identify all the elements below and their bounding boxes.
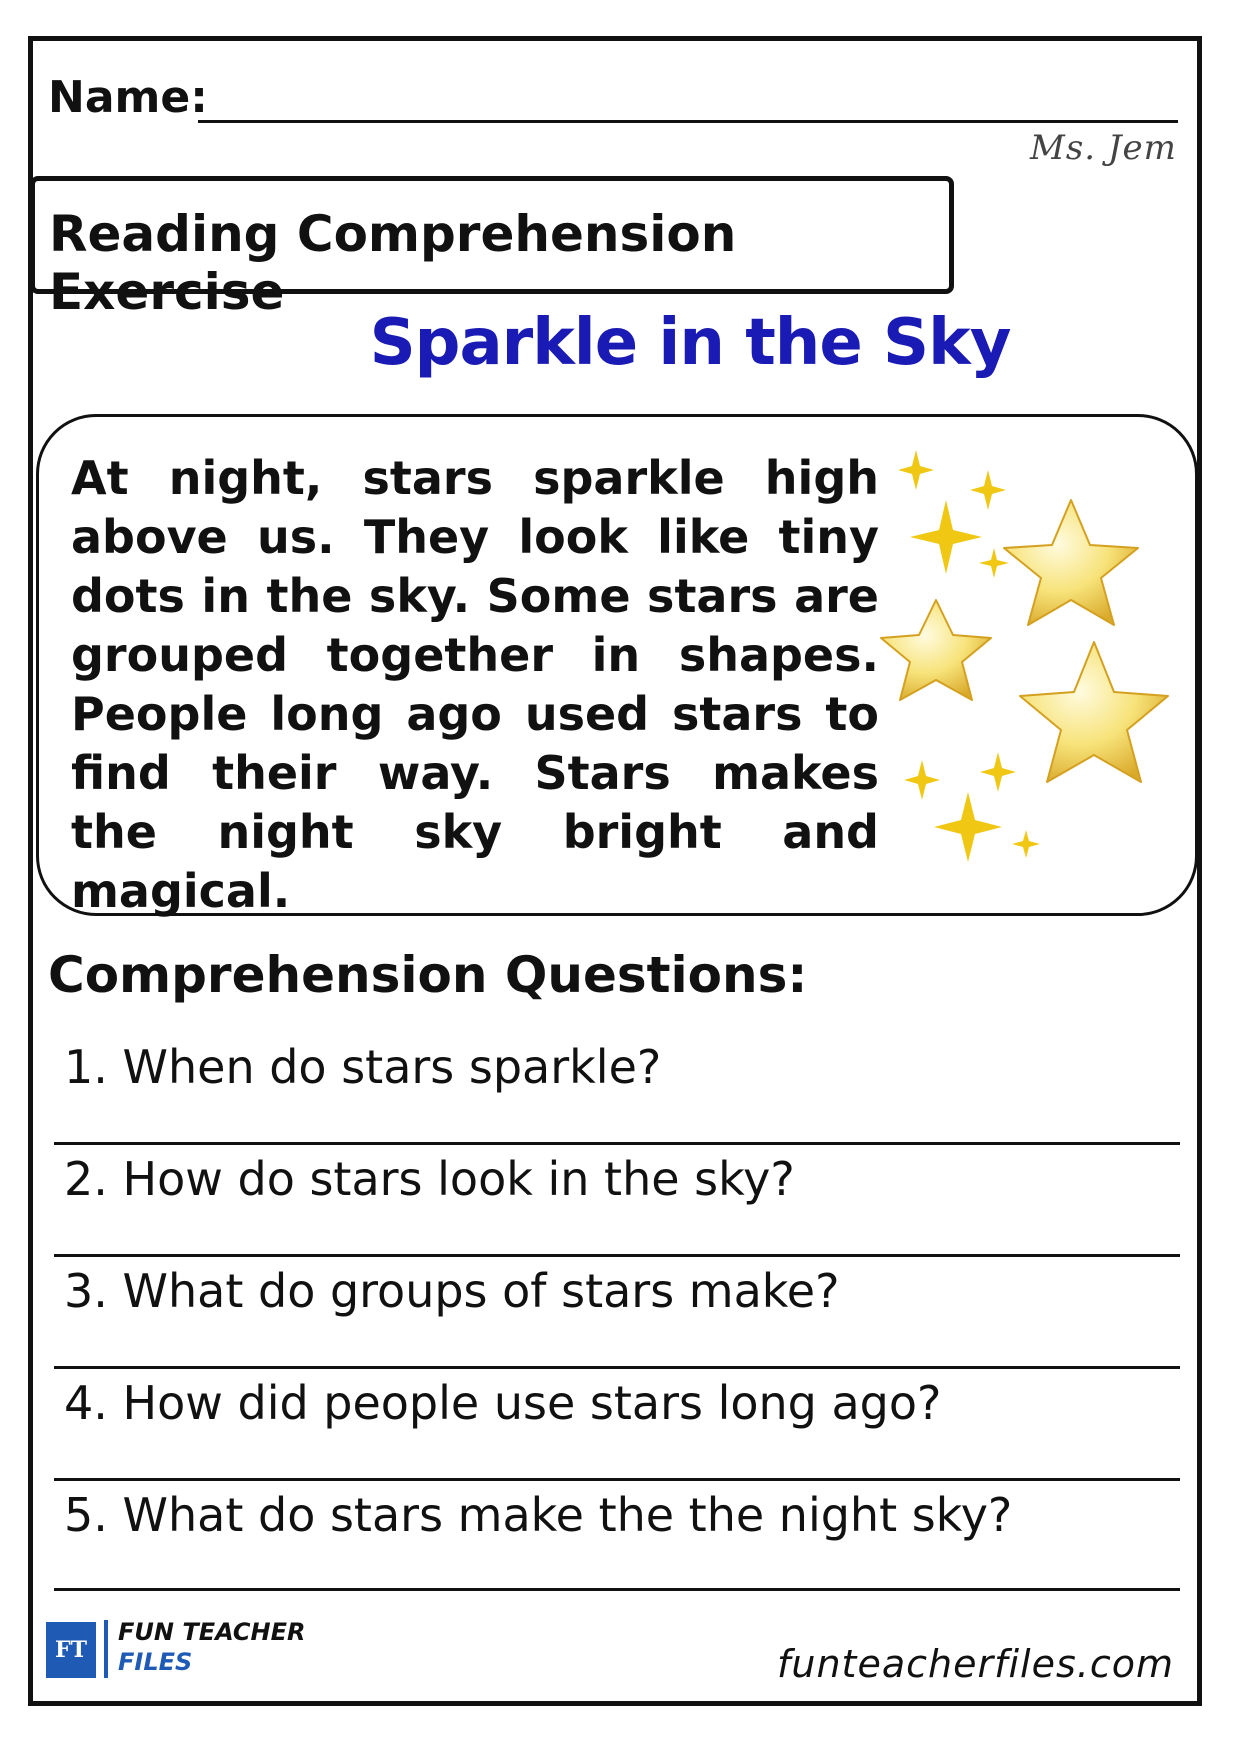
sparkle-icon bbox=[904, 760, 940, 800]
sparkle-icon bbox=[934, 792, 1002, 862]
question-3: 3. What do groups of stars make? bbox=[64, 1264, 840, 1318]
name-label: Name: bbox=[48, 72, 208, 123]
passage-text: At night, stars sparkle high above us. They look like tiny dots in the sky. Some stars are grouped together in shapes. People long ago used stars to find their way. Stars makes the night sky bright and magical. bbox=[71, 451, 879, 918]
signature: Ms. Jem bbox=[1030, 128, 1177, 168]
questions-heading: Comprehension Questions: bbox=[48, 946, 808, 1004]
answer-line-5[interactable] bbox=[54, 1588, 1180, 1591]
sparkle-icon bbox=[898, 450, 934, 490]
logo-text-line2: FILES bbox=[118, 1648, 193, 1676]
answer-line-3[interactable] bbox=[54, 1366, 1180, 1369]
story-title: Sparkle in the Sky bbox=[369, 306, 1011, 380]
logo-badge: FT bbox=[46, 1622, 96, 1678]
sparkle-icon bbox=[980, 752, 1016, 792]
question-4: 4. How did people use stars long ago? bbox=[64, 1376, 942, 1430]
fun-teacher-files-logo bbox=[46, 1618, 346, 1680]
exercise-title: Reading Comprehension Exercise bbox=[49, 205, 737, 321]
logo-divider bbox=[104, 1620, 108, 1678]
name-row bbox=[48, 72, 1178, 132]
sparkle-icon bbox=[979, 548, 1009, 578]
question-2: 2. How do stars look in the sky? bbox=[64, 1152, 795, 1206]
answer-line-4[interactable] bbox=[54, 1478, 1180, 1481]
star-icon bbox=[1004, 500, 1138, 625]
question-1: 1. When do stars sparkle? bbox=[64, 1040, 662, 1094]
answer-line-2[interactable] bbox=[54, 1254, 1180, 1257]
star-icon bbox=[881, 600, 991, 700]
sparkle-icon bbox=[910, 500, 982, 574]
sparkle-icon bbox=[970, 470, 1006, 510]
exercise-title-box bbox=[30, 176, 954, 321]
star-icon bbox=[1020, 642, 1168, 782]
stars-illustration bbox=[876, 430, 1196, 900]
answer-line-1[interactable] bbox=[54, 1142, 1180, 1145]
question-5: 5. What do stars make the the night sky? bbox=[64, 1488, 1013, 1542]
sparkle-icon bbox=[1012, 830, 1040, 858]
name-answer-line[interactable] bbox=[198, 120, 1178, 123]
website-url: funteacherfiles.com bbox=[777, 1642, 1174, 1686]
logo-text-line1: FUN TEACHER bbox=[118, 1618, 306, 1646]
